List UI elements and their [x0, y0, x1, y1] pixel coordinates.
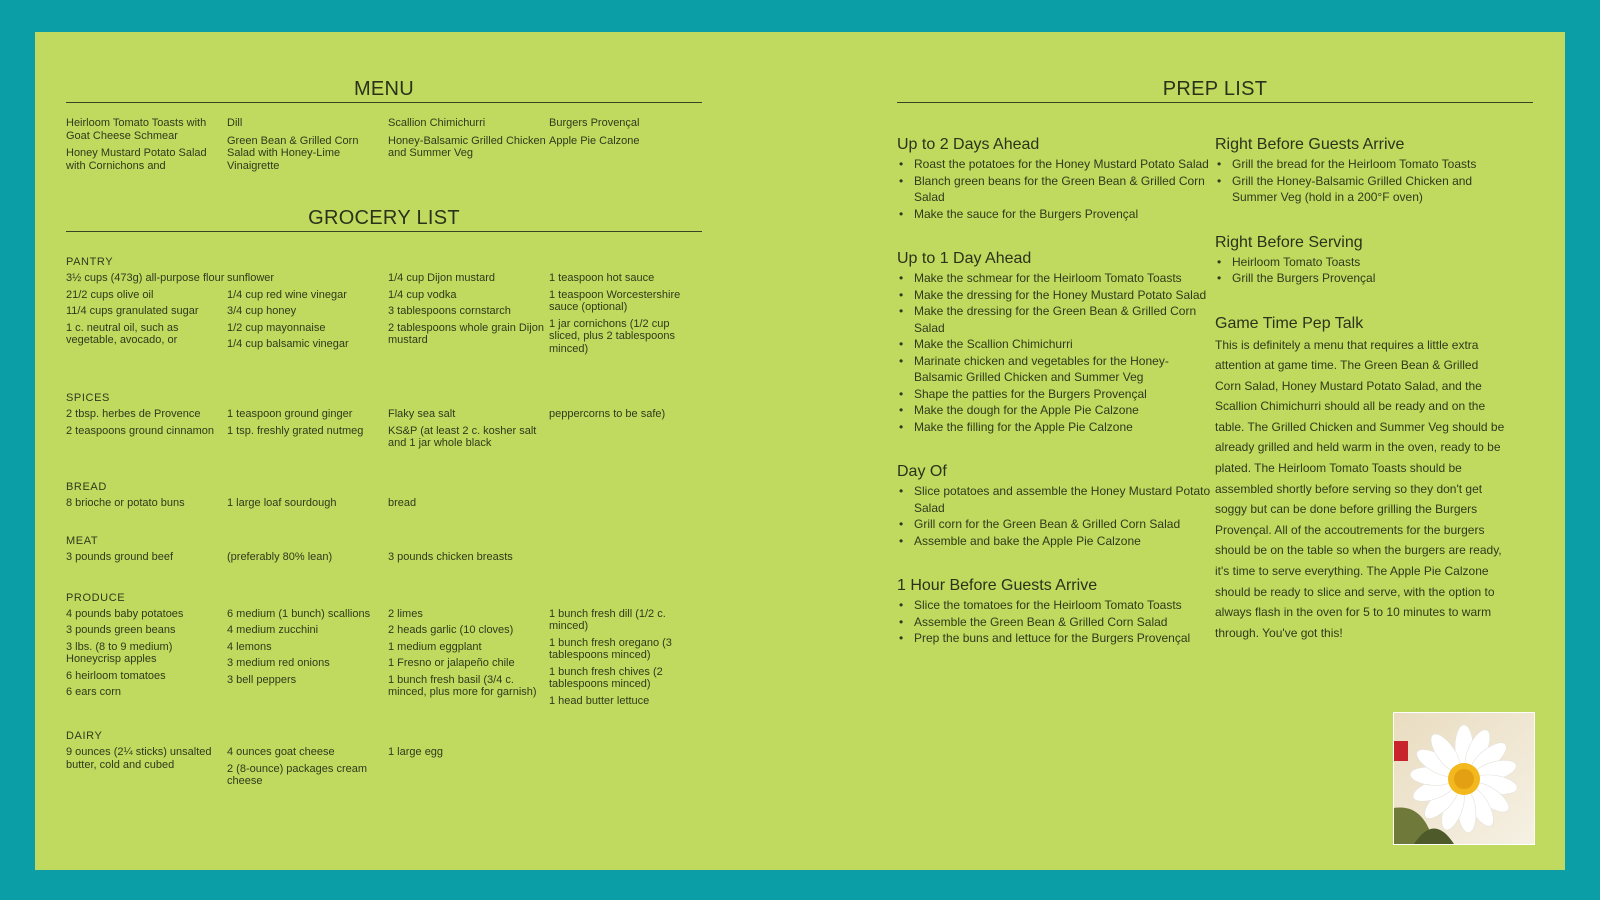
menu-column: [66, 117, 227, 177]
menu-item: Dill: [227, 117, 243, 129]
menu-grid: [66, 117, 702, 177]
bullet: •: [899, 403, 904, 417]
bullet: •: [899, 353, 904, 368]
grocery-section-produce: [66, 592, 702, 712]
grocery-item: 1 bunch fresh dill (1/2 c. minced): [549, 607, 666, 632]
grocery-item: 6 medium (1 bunch) scallions: [227, 607, 371, 620]
grocery-column: [549, 551, 702, 568]
grocery-column: [549, 497, 702, 514]
grocery-item: 1 medium eggplant: [388, 640, 482, 653]
grocery-item: 3 pounds ground beef: [66, 551, 174, 563]
menu-title: MENU: [66, 78, 702, 103]
grocery-item: 6 ears corn: [66, 686, 122, 698]
menu-column: [549, 117, 702, 177]
prep-list: [897, 156, 1215, 222]
menu-column: [388, 117, 549, 177]
grocery-item: 11/4 cups granulated sugar: [66, 305, 199, 317]
bullet: •: [899, 484, 904, 498]
bullet: •: [899, 304, 904, 318]
section-label: DAIRY: [66, 730, 103, 742]
grocery-item: 2 heads garlic (10 cloves): [388, 624, 514, 636]
grocery-item: 3 pounds chicken breasts: [388, 551, 513, 563]
prep-heading: Right Before Guests Arrive: [1215, 136, 1405, 153]
grocery-column: [549, 608, 702, 712]
menu-item: Honey-Balsamic Grilled Chicken and Summer Veg: [388, 134, 546, 159]
grocery-item: 1 bunch fresh chives (2 tablespoons minced): [549, 665, 663, 690]
prep-list: [897, 483, 1215, 549]
grocery-column: [66, 551, 227, 568]
prep-heading: Right Before Serving: [1215, 233, 1363, 251]
grocery-item: 2 tbsp. herbes de Provence: [66, 408, 201, 420]
bullet: •: [899, 631, 904, 645]
bullet: •: [899, 419, 904, 434]
bullet: •: [899, 533, 904, 548]
section-label: BREAD: [66, 480, 107, 493]
bullet: •: [899, 173, 904, 188]
section-label: PRODUCE: [66, 591, 126, 604]
grocery-item: 1 bunch fresh oregano (3 tablespoons minced): [549, 636, 672, 661]
grocery-column: [227, 272, 388, 359]
grocery-section-spices: [66, 392, 702, 454]
prep-item: • Make the dough for the Apple Pie Calzone: [899, 403, 1139, 417]
grocery-column: [388, 608, 549, 712]
grocery-item: 3/4 cup honey: [227, 305, 297, 317]
bullet: •: [899, 386, 904, 401]
prep-item: • Shape the patties for the Burgers Provençal: [899, 386, 1147, 401]
grocery-item: 1 teaspoon hot sauce: [549, 272, 655, 284]
prep-list: [1215, 156, 1515, 206]
section-label: MEAT: [66, 535, 99, 547]
grocery-item: 1/4 cup Dijon mustard: [388, 272, 495, 284]
grocery-item: sunflower: [227, 272, 275, 284]
grocery-column: [227, 551, 388, 568]
grocery-item: Flaky sea salt: [388, 408, 456, 420]
grocery-column: [388, 746, 549, 792]
prep-item: • Make the dressing for the Green Bean & Grilled Corn Salad: [899, 304, 1197, 335]
pep-talk-heading: Game Time Pep Talk: [1215, 314, 1364, 332]
pep-talk-text: This is definitely a menu that requires a little extra attention at game time. The Green Bean & Grilled Corn Salad, Honey Mustard Potato Salad, and the Scallion Chimichurri should all be ready and on the table. The Grilled Chicken and Summer Veg should be already grilled and held warm in the oven, ready to be plated. The Heirloom Tomato Toasts should be assembled shortly before serving so they don't get soggy but can be done before grilling the Burgers Provençal. All of the accoutrements for the burgers should be on the table so when the burgers are ready, it's time to serve everything. The Apple Pie Calzone should be ready to slice and serve, with the option to always flash in the oven for 5 to 10 minutes to warm through. You've got this!: [1215, 337, 1505, 640]
grocery-item: 1 large egg: [388, 746, 444, 758]
bullet: •: [1217, 173, 1222, 188]
grocery-column: [66, 746, 227, 792]
prep-item: • Grill the Burgers Provençal: [1217, 271, 1376, 285]
menu-column: [227, 117, 388, 177]
grocery-section-pantry: [66, 256, 702, 359]
bullet: •: [899, 206, 904, 221]
grocery-section-meat: [66, 535, 702, 568]
grocery-column: [66, 408, 227, 454]
grocery-item: 21/2 cups olive oil: [66, 288, 154, 301]
prep-column-right: [1215, 136, 1515, 647]
grocery-item: 4 lemons: [227, 640, 272, 653]
grocery-column: [227, 497, 388, 514]
prep-item: • Assemble and bake the Apple Pie Calzone: [899, 533, 1141, 548]
grocery-item: 8 brioche or potato buns: [66, 496, 185, 509]
grocery-item: peppercorns to be safe): [549, 408, 666, 420]
daisy-image: [1394, 713, 1534, 844]
bullet: •: [1217, 271, 1222, 285]
grocery-item: 2 teaspoons ground cinnamon: [66, 424, 214, 437]
grocery-column: [66, 608, 227, 712]
bullet: •: [1217, 157, 1222, 171]
bullet: •: [899, 287, 904, 302]
bullet: •: [899, 517, 904, 531]
grocery-item: 1 bunch fresh basil (3/4 c. minced, plus more for garnish): [388, 673, 537, 698]
prep-heading: 1 Hour Before Guests Arrive: [897, 577, 1098, 594]
bullet: •: [899, 598, 904, 612]
prep-list: [897, 597, 1215, 647]
prep-list: [897, 270, 1215, 435]
menu-item: Honey Mustard Potato Salad with Cornichons and: [66, 147, 207, 172]
grocery-section-dairy: [66, 730, 702, 792]
grocery-item: 1/4 cup balsamic vinegar: [227, 338, 349, 350]
bullet: •: [1217, 254, 1222, 269]
grocery-item: 6 heirloom tomatoes: [66, 669, 166, 682]
grocery-column: [227, 746, 388, 792]
grocery-item: 3 medium red onions: [227, 657, 330, 669]
prep-item: • Assemble the Green Bean & Grilled Corn Salad: [899, 614, 1168, 629]
bullet: •: [899, 271, 904, 285]
grocery-column: [388, 497, 549, 514]
grocery-section-bread: [66, 481, 702, 514]
grocery-item: 2 tablespoons whole grain Dijon mustard: [388, 321, 544, 346]
menu-item: Apple Pie Calzone: [549, 134, 640, 147]
prep-list: [1215, 254, 1515, 287]
grocery-item: 1/2 cup mayonnaise: [227, 321, 326, 334]
prep-item: • Grill the bread for the Heirloom Tomato Toasts: [1217, 157, 1477, 171]
grocery-item: 2 limes: [388, 607, 423, 620]
grocery-column: [549, 408, 702, 454]
grocery-item: 1 large loaf sourdough: [227, 496, 337, 509]
prep-item: • Prep the buns and lettuce for the Burgers Provençal: [899, 631, 1191, 645]
right-page: [897, 78, 1533, 647]
grocery-item: 3 bell peppers: [227, 673, 297, 686]
prep-item: • Heirloom Tomato Toasts: [1217, 254, 1361, 269]
left-page: [66, 78, 702, 792]
menu-item: Scallion Chimichurri: [388, 117, 486, 129]
prep-item: • Grill the Honey-Balsamic Grilled Chicken and Summer Veg (hold in a 200°F oven): [1217, 173, 1473, 204]
grocery-item: 3 lbs. (8 to 9 medium) Honeycrisp apples: [66, 640, 173, 665]
prep-heading: Up to 2 Days Ahead: [897, 136, 1040, 153]
grocery-item: 1 c. neutral oil, such as vegetable, avocado, or: [66, 321, 179, 346]
prep-item: • Slice potatoes and assemble the Honey Mustard Potato Salad: [899, 484, 1211, 515]
bullet: •: [899, 614, 904, 629]
grocery-item: 9 ounces (2¼ sticks) unsalted butter, cold and cubed: [66, 746, 212, 771]
grocery-item: 2 (8-ounce) packages cream cheese: [227, 762, 368, 787]
grocery-column: [388, 272, 549, 359]
grocery-column: [227, 608, 388, 712]
grocery-item: 4 medium zucchini: [227, 624, 319, 636]
grocery-item: 1 head butter lettuce: [549, 694, 650, 707]
prep-item: • Blanch green beans for the Green Bean & Grilled Corn Salad: [899, 173, 1205, 204]
section-label: PANTRY: [66, 256, 114, 268]
prep-heading: Up to 1 Day Ahead: [897, 250, 1032, 267]
prep-item: • Roast the potatoes for the Honey Mustard Potato Salad: [899, 157, 1209, 171]
grocery-item: 1 teaspoon Worcestershire sauce (optional): [549, 288, 681, 313]
grocery-item: bread: [388, 496, 417, 509]
prep-title: PREP LIST: [897, 78, 1533, 103]
menu-item: Green Bean & Grilled Corn Salad with Honey-Lime Vinaigrette: [227, 134, 359, 172]
prep-column-left: [897, 136, 1215, 647]
grocery-column: [227, 408, 388, 454]
prep-item: • Make the Scallion Chimichurri: [899, 337, 1073, 351]
bullet: •: [899, 337, 904, 351]
grocery-item: 1 jar cornichons (1/2 cup sliced, plus 2 tablespoons minced): [549, 317, 675, 355]
prep-heading: Day Of: [897, 463, 947, 480]
section-label: SPICES: [66, 392, 110, 404]
grocery-column: [66, 497, 227, 514]
grocery-column: [549, 746, 702, 792]
grocery-item: 1 teaspoon ground ginger: [227, 408, 353, 420]
prep-item: • Make the sauce for the Burgers Provençal: [899, 206, 1139, 221]
prep-item: • Make the filling for the Apple Pie Calzone: [899, 419, 1133, 434]
grocery-item: 1/4 cup vodka: [388, 288, 457, 301]
grocery-item: 1/4 cup red wine vinegar: [227, 288, 347, 301]
grocery-item: 3½ cups (473g) all-purpose flour: [66, 272, 225, 284]
grocery-item: 4 ounces goat cheese: [227, 746, 335, 758]
grocery-item: (preferably 80% lean): [227, 551, 333, 563]
prep-item: • Slice the tomatoes for the Heirloom Tomato Toasts: [899, 598, 1182, 612]
prep-item: • Make the dressing for the Honey Mustard Potato Salad: [899, 287, 1207, 302]
grocery-item: 4 pounds baby potatoes: [66, 607, 184, 620]
page-sheet: [35, 32, 1565, 870]
menu-item: Heirloom Tomato Toasts with Goat Cheese Schmear: [66, 117, 207, 142]
grocery-item: 1 tsp. freshly grated nutmeg: [227, 424, 364, 437]
grocery-column: [549, 272, 702, 359]
prep-item: • Grill corn for the Green Bean & Grilled Corn Salad: [899, 517, 1181, 531]
grocery-item: 3 pounds green beans: [66, 624, 176, 636]
prep-item: • Make the schmear for the Heirloom Tomato Toasts: [899, 271, 1182, 285]
grocery-column: [388, 408, 549, 454]
menu-item: Burgers Provençal: [549, 117, 640, 129]
bullet: •: [899, 157, 904, 171]
grocery-item: 1 Fresno or jalapeño chile: [388, 657, 515, 669]
grocery-title: GROCERY LIST: [66, 207, 702, 232]
grocery-column: [66, 272, 227, 359]
grocery-item: KS&P (at least 2 c. kosher salt and 1 jar whole black: [388, 424, 537, 449]
grocery-column: [388, 551, 549, 568]
prep-item: • Marinate chicken and vegetables for the Honey-Balsamic Grilled Chicken and Summer Veg: [899, 353, 1169, 384]
daisy-photo: [1393, 712, 1535, 845]
grocery-item: 3 tablespoons cornstarch: [388, 305, 511, 317]
